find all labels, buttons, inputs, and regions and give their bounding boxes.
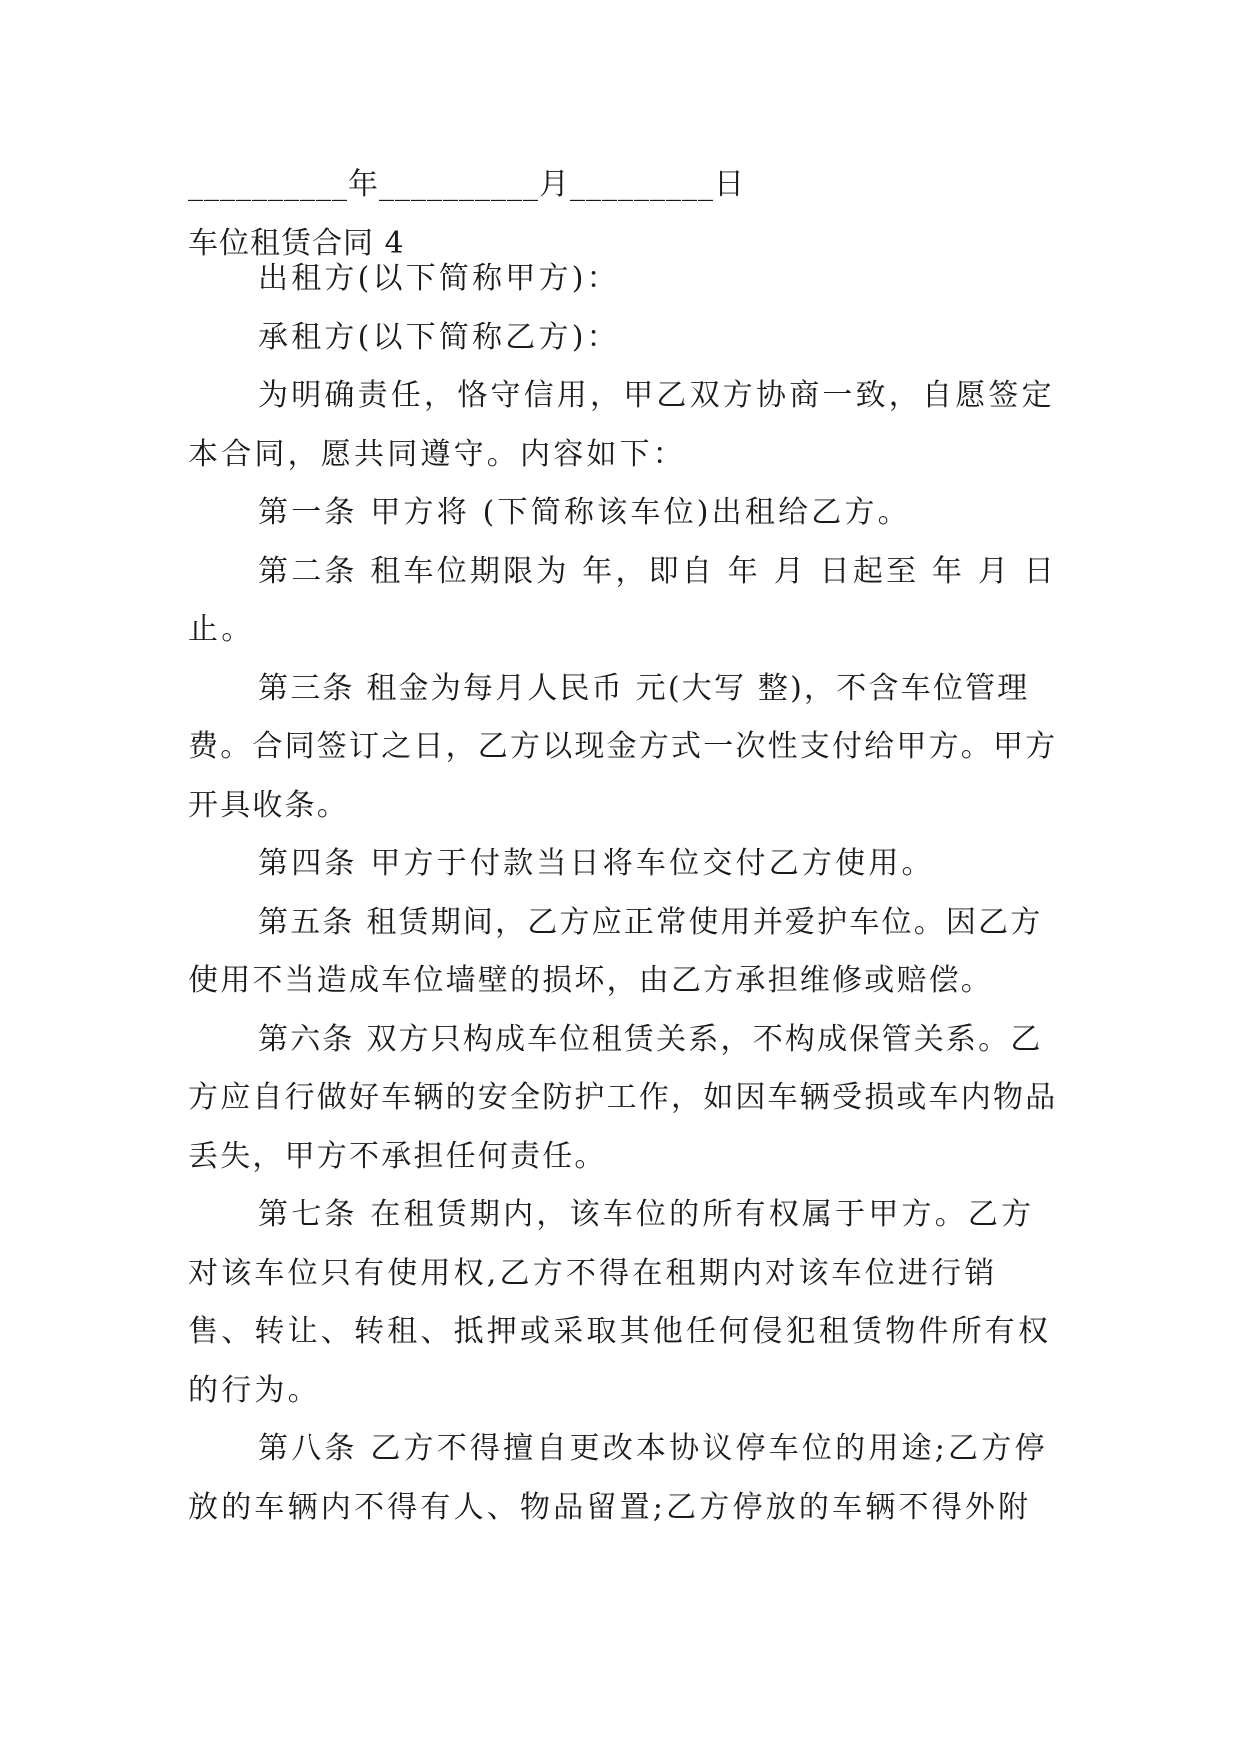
paragraph-article-1: 第一条 甲方将 (下简称该车位)出租给乙方。 <box>258 495 911 530</box>
paragraph-article-2: 第二条 租车位期限为 年，即自 年 月 日起至 年 月 日止。 <box>188 553 1058 647</box>
contract-body <box>188 250 1058 1537</box>
date-line: __________年__________月_________日 <box>188 167 745 202</box>
paragraph-preamble: 为明确责任，恪守信用，甲乙双方协商一致，自愿签定本合同，愿共同遵守。内容如下： <box>188 378 1055 472</box>
paragraph-lessee: 承租方(以下简称乙方)： <box>258 319 620 355</box>
contract-title: 车位租赁合同 4 <box>188 226 405 261</box>
paragraph-lessor: 出租方(以下简称甲方)： <box>258 261 620 296</box>
paragraph-article-7: 第七条 在租赁期内，该车位的所有权属于甲方。乙方对该车位只有使用权,乙方不得在租期内对该车位进行销售、转让、转租、抵押或采取其他任何侵犯租赁物件所有权的行为。 <box>188 1197 1052 1408</box>
paragraph-article-6: 第六条 双方只构成车位租赁关系，不构成保管关系。乙方应自行做好车辆的安全防护工作，如因车辆受损或车内物品丢失，甲方不承担任何责任。 <box>188 1021 1058 1174</box>
paragraph-article-3: 第三条 租金为每月人民币 元(大写 整)，不含车位管理费。合同签订之日，乙方以现金方式一次性支付给甲方。甲方开具收条。 <box>188 670 1058 823</box>
paragraph-article-4: 第四条 甲方于付款当日将车位交付乙方使用。 <box>258 846 935 881</box>
paragraph-article-5: 第五条 租赁期间，乙方应正常使用并爱护车位。因乙方使用不当造成车位墙壁的损坏，由乙方承担维修或赔偿。 <box>188 904 1043 998</box>
paragraph-article-8: 第八条 乙方不得擅自更改本协议停车位的用途;乙方停放的车辆内不得有人、物品留置;乙方停放的车辆不得外附 <box>188 1431 1048 1525</box>
